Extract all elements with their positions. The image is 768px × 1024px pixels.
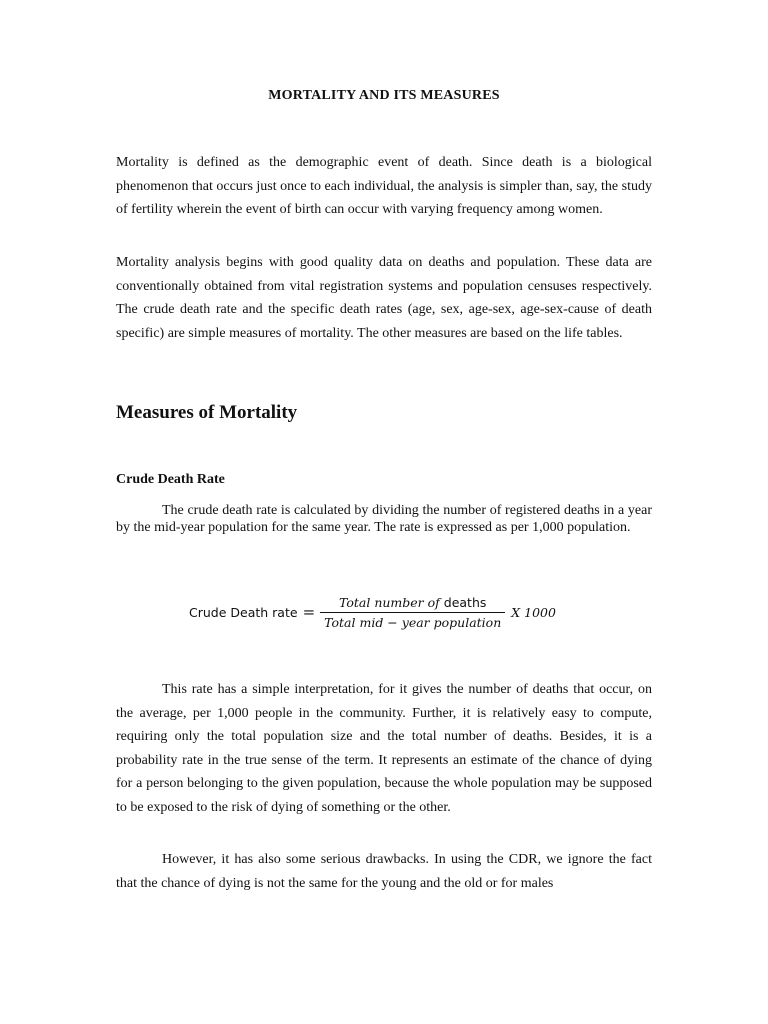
section-heading: Measures of Mortality xyxy=(116,402,298,423)
formula-equals-sign: = xyxy=(302,603,316,621)
formula-lhs: Crude Death rate xyxy=(189,604,298,620)
formula-denominator: Total mid − year population xyxy=(324,614,502,630)
document-title: MORTALITY AND ITS MEASURES xyxy=(268,88,500,103)
formula-numerator-plain: deaths xyxy=(443,594,487,610)
formula-numerator xyxy=(335,595,490,612)
formula-multiplier: X 1000 xyxy=(511,604,556,620)
cdr-definition-paragraph: The crude death rate is calculated by dividing the number of registered deaths in a year by the mid-year population for the same year. The rate is expressed as per 1,000 population. xyxy=(116,503,652,535)
body-paragraph-1: This rate has a simple interpretation, for it gives the number of deaths that occur, on the average, per 1,000 people in the community. Further, it is relatively easy to compute, requiring only the total population size and the total number of deaths. Besides, it is a probability rate in the true sense of the term. It represents an estimate of the chance of dying for a person belonging to the given population, because the whole population may be supposed to be exposed to the risk of dying of something or the other. xyxy=(116,682,652,815)
body-paragraph-2: However, it has also some serious drawbacks. In using the CDR, we ignore the fact that the chance of dying is not the same for the young and the old or for males xyxy=(116,852,652,891)
subsection-heading: Crude Death Rate xyxy=(116,472,225,487)
intro-paragraph-1: Mortality is defined as the demographic event of death. Since death is a biological phenomenon that occurs just once to each individual, the analysis is simpler than, say, the study of fertility wherein the event of birth can occur with varying frequency among women. xyxy=(116,155,652,218)
formula-numerator-italic: Total number of xyxy=(338,594,440,610)
formula-fraction xyxy=(320,595,505,630)
crude-death-rate-formula xyxy=(189,590,556,634)
intro-paragraph-2: Mortality analysis begins with good quality data on deaths and population. These data are conventionally obtained from vital registration systems and population censuses respectively. The crude death rate and the specific death rates (age, sex, age-sex, age-sex-cause of death specific) are simple measures of mortality. The other measures are based on the life tables. xyxy=(116,255,652,341)
